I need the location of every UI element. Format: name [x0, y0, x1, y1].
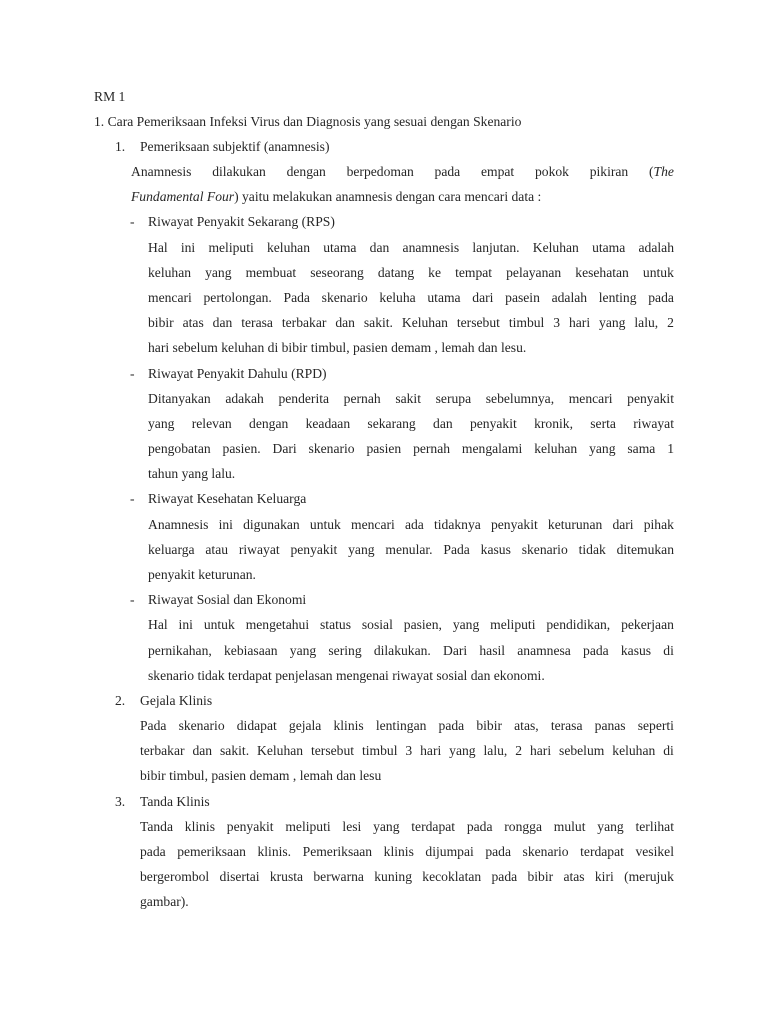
word: mengetahui: [245, 617, 310, 632]
word: yang: [452, 617, 480, 632]
word: keturunan: [547, 517, 603, 532]
word: 3: [405, 743, 413, 758]
italic-phrase: Fundamental Four: [131, 189, 235, 204]
word: sakit.: [363, 315, 393, 330]
word: atas: [563, 869, 585, 884]
word: adalah: [551, 290, 588, 305]
word: keluhan: [148, 265, 192, 280]
word: Pada: [443, 542, 470, 557]
word: seperti: [637, 718, 674, 733]
bullet-dash: -: [130, 366, 135, 381]
word: yang: [289, 643, 317, 658]
word: di: [663, 643, 674, 658]
word: pernah: [343, 391, 381, 406]
word: yang: [449, 743, 476, 758]
word: sosial: [361, 617, 393, 632]
word: untuk: [309, 517, 341, 532]
list-item-title: Gejala Klinis: [140, 693, 213, 708]
word: skenario: [321, 290, 368, 305]
word: Anamnesis: [148, 517, 209, 532]
word: 2: [667, 315, 674, 330]
word: atau: [205, 542, 229, 557]
word: Keluhan: [401, 315, 448, 330]
word: Pada: [283, 290, 310, 305]
word: panas: [594, 718, 626, 733]
word: tempat: [455, 265, 493, 280]
word: berwarna: [313, 869, 364, 884]
word: serupa: [435, 391, 472, 406]
word: pekerjaan: [621, 617, 674, 632]
word: pada: [434, 164, 461, 179]
paragraph-line: bibir timbul, pasien demam , lemah dan lesu: [140, 768, 382, 783]
paragraph-line: [148, 411, 674, 436]
word: dan: [433, 416, 453, 431]
word: pada: [648, 290, 674, 305]
word: yang: [148, 416, 175, 431]
list-number: 2.: [115, 693, 126, 708]
word: dilakukan.: [373, 643, 431, 658]
word: atas: [182, 315, 204, 330]
word: lalu,: [483, 743, 508, 758]
word: datang: [377, 265, 415, 280]
word: kiri: [594, 869, 614, 884]
word: kecoklatan: [422, 869, 482, 884]
word: tersebut: [311, 743, 355, 758]
word: seseorang: [310, 265, 364, 280]
word: ini: [218, 517, 233, 532]
word: pada: [140, 844, 166, 859]
word: terasa: [550, 718, 583, 733]
word: rongga: [504, 819, 543, 834]
word: kasus: [480, 542, 511, 557]
word: yang: [597, 819, 624, 834]
word: didapat: [236, 718, 277, 733]
word: mencari: [351, 517, 395, 532]
word: terbakar: [140, 743, 185, 758]
word: riwayat: [238, 542, 280, 557]
word: skenario: [522, 844, 569, 859]
word: ini: [178, 617, 193, 632]
word: Pemeriksaan: [302, 844, 373, 859]
word: penyakit: [226, 819, 274, 834]
word: sakit.: [220, 743, 250, 758]
paragraph-line: [148, 612, 674, 637]
word: dijumpai: [425, 844, 474, 859]
word: Keluhan: [257, 743, 304, 758]
word: mulut: [553, 819, 586, 834]
word: empat: [480, 164, 515, 179]
word: pihak: [643, 517, 674, 532]
word: utama: [323, 240, 357, 255]
word: dari: [612, 517, 634, 532]
word: pasein: [505, 290, 540, 305]
word: pikiran: [589, 164, 629, 179]
word: sebelum: [559, 743, 605, 758]
word: keluhan: [266, 240, 311, 255]
word: Pada: [140, 718, 167, 733]
word: pengobatan: [148, 441, 211, 456]
paragraph-line: [140, 738, 674, 763]
word: skenario: [308, 441, 355, 456]
word: hari: [568, 315, 591, 330]
word: pada: [438, 718, 465, 733]
word: skenario: [521, 542, 568, 557]
word: Ditanyakan: [148, 391, 211, 406]
word: hari: [529, 743, 552, 758]
word: Anamnesis: [131, 164, 192, 179]
word: bibir: [148, 315, 174, 330]
word: Hal: [148, 617, 168, 632]
word: pelayanan: [506, 265, 562, 280]
paragraph-line: [148, 235, 674, 260]
document-heading: RM 1: [94, 89, 126, 104]
word: membuat: [245, 265, 297, 280]
sub-item-title: Riwayat Sosial dan Ekonomi: [148, 592, 307, 607]
word: keluhan: [534, 441, 578, 456]
word: lanjutan.: [472, 240, 520, 255]
word: 1: [667, 441, 674, 456]
paragraph-line: [148, 285, 674, 310]
word: Dari: [272, 441, 297, 456]
word: hari: [420, 743, 442, 758]
word: untuk: [642, 265, 674, 280]
word: keluhan: [612, 743, 656, 758]
bullet-dash: -: [130, 491, 135, 506]
word: pokok: [534, 164, 569, 179]
word: dengan: [249, 416, 289, 431]
word: dengan: [286, 164, 326, 179]
word: penyakit: [627, 391, 674, 406]
text-fragment: ) yaitu melakukan anamnesis dengan cara mencari data :: [234, 189, 542, 204]
word: pasien: [366, 441, 402, 456]
word: ada: [404, 517, 424, 532]
word: terbakar: [281, 315, 327, 330]
word: ini: [180, 240, 196, 255]
paragraph-line: [148, 436, 674, 461]
word: penyakit: [490, 517, 538, 532]
word: ke: [428, 265, 442, 280]
word: 3: [553, 315, 561, 330]
word: meliputi: [208, 240, 254, 255]
word: klinis: [184, 819, 215, 834]
word: pemeriksaan: [177, 844, 246, 859]
word: utama: [427, 290, 461, 305]
paragraph-line: [148, 512, 674, 537]
word: pernikahan,: [148, 643, 212, 658]
word: untuk: [203, 617, 235, 632]
word: lalu,: [634, 315, 659, 330]
word: terdapat: [411, 819, 456, 834]
word: klinis: [383, 844, 414, 859]
word: (The: [649, 164, 674, 179]
word: kasus: [620, 643, 652, 658]
word: status: [320, 617, 351, 632]
word: Hal: [148, 240, 168, 255]
word: (merujuk: [624, 869, 674, 884]
word: sakit: [395, 391, 421, 406]
word: pendidikan,: [546, 617, 611, 632]
paragraph-line: hari sebelum keluhan di bibir timbul, pasien demam , lemah dan lesu.: [148, 340, 527, 355]
paragraph-line: [140, 713, 674, 738]
word: lenting: [598, 290, 637, 305]
word: pasien.: [222, 441, 261, 456]
word: meliputi: [285, 819, 331, 834]
word: timbul: [361, 743, 398, 758]
word: serta: [590, 416, 616, 431]
paragraph-line: skenario tidak terdapat penjelasan mengenai riwayat sosial dan ekonomi.: [148, 668, 545, 683]
list-item-title: Pemeriksaan subjektif (anamnesis): [140, 139, 330, 154]
word: pada: [485, 844, 511, 859]
word: Keluhan: [532, 240, 579, 255]
paragraph-line: [148, 537, 674, 562]
word: sekarang: [367, 416, 416, 431]
word: bibir: [527, 869, 554, 884]
word: mencari: [568, 391, 613, 406]
paragraph-line: [131, 159, 674, 184]
word: sebelumnya,: [485, 391, 555, 406]
word: keluha: [379, 290, 416, 305]
word: terlihat: [635, 819, 674, 834]
word: dilakukan: [212, 164, 266, 179]
word: pada: [583, 643, 609, 658]
paragraph-line: [148, 310, 674, 335]
word: yang: [373, 819, 400, 834]
bullet-dash: -: [130, 214, 135, 229]
word: timbul: [508, 315, 545, 330]
word: berpedoman: [346, 164, 414, 179]
word: dan: [335, 315, 355, 330]
sub-item-title: Riwayat Penyakit Sekarang (RPS): [148, 214, 335, 229]
word: mencari: [148, 290, 192, 305]
word: tidak: [578, 542, 606, 557]
word: hasil: [479, 643, 506, 658]
word: bergerombol: [140, 869, 210, 884]
word: lentingan: [375, 718, 427, 733]
paragraph-line: penyakit keturunan.: [148, 567, 256, 582]
word: penyakit: [469, 416, 517, 431]
word: klinis.: [257, 844, 292, 859]
word: pada: [491, 869, 518, 884]
sub-item-title: Riwayat Penyakit Dahulu (RPD): [148, 366, 327, 381]
paragraph-line: [140, 839, 674, 864]
word: meliputi: [490, 617, 536, 632]
word: penyakit: [290, 542, 338, 557]
word: lesi: [342, 819, 362, 834]
word: adakah: [225, 391, 264, 406]
paragraph-line: [148, 260, 674, 285]
word: kronik,: [534, 416, 573, 431]
sub-item-title: Riwayat Kesehatan Keluarga: [148, 491, 307, 506]
word: disertai: [219, 869, 260, 884]
word: anamnesis: [402, 240, 460, 255]
word: keluarga: [148, 542, 195, 557]
word: utama: [592, 240, 626, 255]
word: terdapat: [580, 844, 624, 859]
bullet-dash: -: [130, 592, 135, 607]
word: ditemukan: [616, 542, 674, 557]
word: kuning: [374, 869, 412, 884]
word: yang: [599, 315, 626, 330]
paragraph-line: [131, 184, 541, 209]
word: dan: [369, 240, 390, 255]
word: riwayat: [633, 416, 674, 431]
word: gejala: [288, 718, 322, 733]
word: klinis: [333, 718, 364, 733]
word: kesehatan: [575, 265, 629, 280]
word: yang: [348, 542, 375, 557]
word: penderita: [278, 391, 330, 406]
word: dari: [472, 290, 494, 305]
word: anamnesa: [517, 643, 571, 658]
word: Dari: [443, 643, 468, 658]
word: tidaknya: [433, 517, 481, 532]
word: pada: [466, 819, 493, 834]
word: vesikel: [635, 844, 674, 859]
word: yang: [205, 265, 232, 280]
word: dan: [212, 315, 233, 330]
word: pernah: [413, 441, 451, 456]
paragraph-line: [148, 638, 674, 663]
word: pasien,: [403, 617, 442, 632]
word: dan: [192, 743, 213, 758]
list-item-title: Tanda Klinis: [140, 794, 210, 809]
list-number: 3.: [115, 794, 126, 809]
word: 2: [515, 743, 523, 758]
paragraph-line: [148, 386, 674, 411]
section-title: 1. Cara Pemeriksaan Infeksi Virus dan Diagnosis yang sesuai dengan Skenario: [94, 114, 522, 129]
word: adalah: [638, 240, 674, 255]
word: mengalami: [461, 441, 523, 456]
word: digunakan: [243, 517, 300, 532]
word: keadaan: [305, 416, 351, 431]
word: Tanda: [140, 819, 174, 834]
paragraph-line: [140, 814, 674, 839]
word: di: [663, 743, 674, 758]
word: terasa: [241, 315, 273, 330]
word: yang: [589, 441, 616, 456]
word: relevan: [191, 416, 232, 431]
paragraph-line: tahun yang lalu.: [148, 466, 236, 481]
paragraph-line: [140, 864, 674, 889]
word: sering: [328, 643, 362, 658]
word: atas,: [514, 718, 539, 733]
list-number: 1.: [115, 139, 126, 154]
word: kebiasaan: [223, 643, 278, 658]
paragraph-line: gambar).: [140, 894, 189, 909]
word: krusta: [269, 869, 304, 884]
word: tersebut: [456, 315, 500, 330]
word: sama: [627, 441, 656, 456]
word: bibir: [476, 718, 503, 733]
word: menular.: [385, 542, 433, 557]
word: skenario: [178, 718, 225, 733]
word: pertolongan.: [203, 290, 272, 305]
